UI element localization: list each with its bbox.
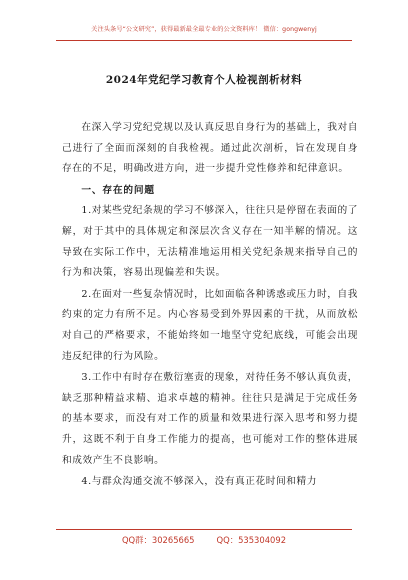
list-item: 2.在面对一些复杂情况时，比如面临各种诱惑或压力时，自我约束的定力有所不足。内心容易受到外界因素的干扰，从而放松对自己的严格要求，不能始终如一地坚守党纪底线，可能会出现违反纪律的行为风险。: [62, 288, 358, 362]
footer-qq-group: QQ群：30265665: [121, 535, 195, 545]
header-divider: [56, 40, 352, 41]
list-item: 4.与群众沟通交流不够深入，没有真正花时间和精力: [81, 476, 317, 488]
list-item: 1.对某些党纪条规的学习不够深入，往往只是停留在表面的了解，对于其中的具体规定和深层次含义存在一知半解的情况。这导致在实际工作中，无法精准地运用相关党纪条规来指导自己的行为和决策，容易出现偏差和失误。: [62, 205, 358, 279]
list-item: 3.工作中有时存在敷衍塞责的现象，对待任务不够认真负责，缺乏那种精益求精、追求卓越的精神。往往只是满足于完成任务的基本要求，而没有对工作的质量和效果进行深入思考和努力提升，这既不利于自身工作能力的提高，也可能对工作的整体进展和成效产生不良影响。: [62, 372, 358, 466]
document-title: 2024年党纪学习教育个人检视剖析材料: [105, 74, 303, 86]
footer-contact: [0, 534, 408, 546]
section-heading: 一、存在的问题: [81, 184, 155, 196]
intro-paragraph: 在深入学习党纪党规以及认真反思自身行为的基础上，我对自己进行了全面而深刻的自我检视。通过此次剖析，旨在发现自身存在的不足，明确改进方向，进一步提升党性修养和纪律意识。: [62, 122, 358, 175]
footer-divider: [56, 529, 352, 530]
footer-qq: QQ：535304092: [216, 535, 287, 545]
document-body: [62, 118, 358, 494]
header-banner: 关注头条号“公文研究”，获得最新最全最专业的公文资料库！ 微信：gongwenyj: [91, 26, 317, 33]
